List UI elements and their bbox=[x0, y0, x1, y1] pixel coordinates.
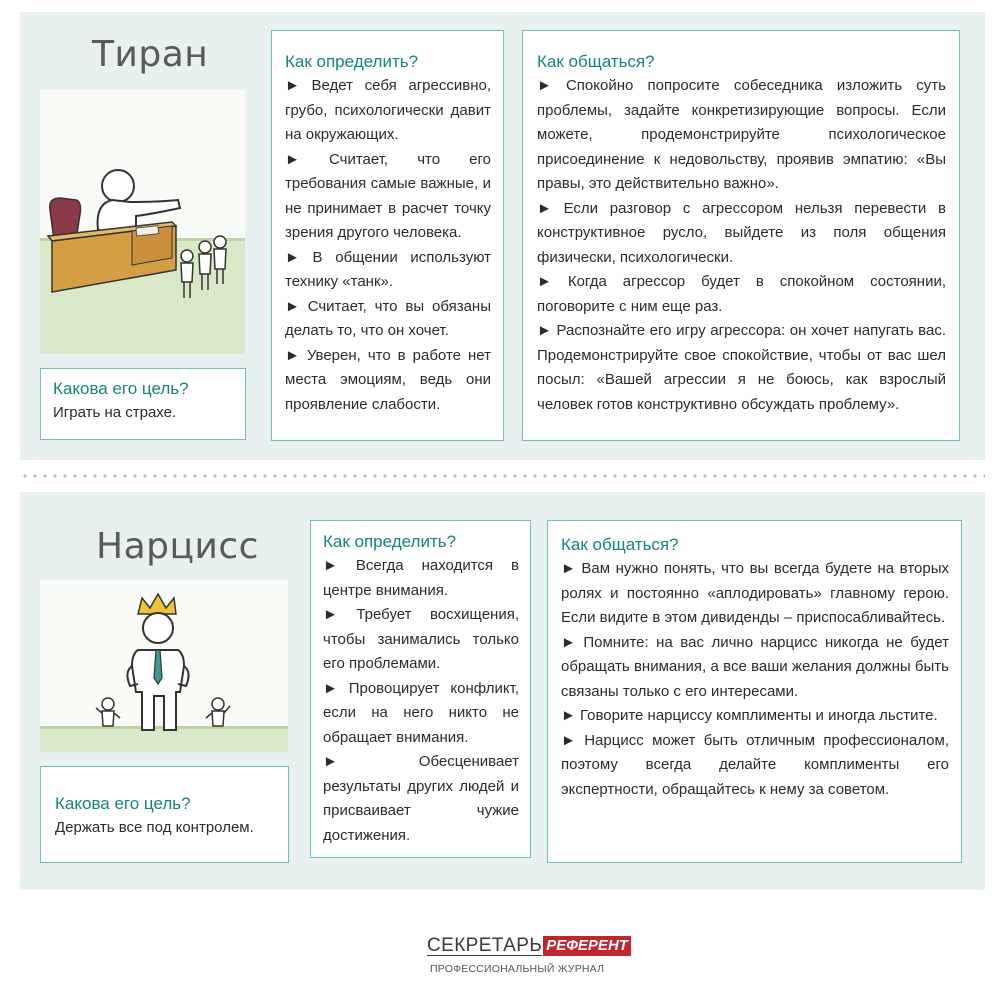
narcissist-goal-text: Держать все под контролем. bbox=[55, 819, 254, 836]
tyrant-illustration bbox=[40, 90, 245, 354]
tyrant-communicate-heading: Как общаться? bbox=[537, 52, 655, 71]
narcissist-identify-heading: Как определить? bbox=[323, 532, 457, 551]
logo-part2: РЕФЕРЕНТ bbox=[543, 936, 631, 956]
tyrant-identify-heading: Как определить? bbox=[285, 52, 419, 71]
tyrant-goal-heading: Какова его цель? bbox=[53, 379, 189, 398]
magazine-logo bbox=[427, 935, 627, 975]
tyrant-goal-text: Играть на страхе. bbox=[53, 404, 177, 421]
tyrant-identify-item: ► Считает, что его требования самые важные, и не принимает в расчет точку зрения другого человека. bbox=[285, 150, 491, 241]
narcissist-title: Нарцисс bbox=[96, 526, 259, 567]
tyrant-communicate-item: ► Если разговор с агрессором нельзя перевести в конструктивное русло, выйдете из поля общения физически, психологически. bbox=[537, 199, 946, 266]
tyrant-communicate-item: ► Спокойно попросите собеседника изложить суть проблемы, задайте конкретизирующие вопросы. Если можете, продемонстрируйте психологическое присоединение к недовольству, проявив эмпатию: «Вы правы, это действительно важно». bbox=[537, 77, 946, 192]
logo-subtitle: ПРОФЕССИОНАЛЬНЫЙ ЖУРНАЛ bbox=[430, 963, 605, 975]
tyrant-identify-box bbox=[271, 30, 504, 441]
narcissist-identify-item: ► Обесценивает результаты других людей и присваивает чужие достижения. bbox=[323, 753, 519, 844]
tyrant-title: Тиран bbox=[92, 34, 209, 75]
logo-part1: СЕКРЕТАРЬ bbox=[427, 935, 543, 956]
tyrant-communicate-item: ► Распознайте его игру агрессора: он хочет напугать вас. Продемонстрируйте свое спокойствие, чтобы от вас шел посыл: «Вашей агрессии я не боюсь, как взрослый человек готов конструктивно обсуждать проблему». bbox=[537, 322, 946, 413]
narcissist-goal-box bbox=[40, 766, 289, 863]
narcissist-identify-item: ► Всегда находится в центре внимания. bbox=[323, 557, 519, 599]
narcissist-identify-box bbox=[310, 520, 531, 858]
tyrant-identify-item: ► Уверен, что в работе нет места эмоциям, ведь они проявление слабости. bbox=[285, 346, 491, 413]
narcissist-communicate-box bbox=[547, 520, 962, 863]
section-divider bbox=[20, 474, 985, 478]
tyrant-goal-box bbox=[40, 368, 246, 440]
narcissist-communicate-heading: Как общаться? bbox=[561, 535, 679, 554]
narcissist-communicate-item: ► Вам нужно понять, что вы всегда будете на вторых ролях и постоянно «аплодировать» главному герою. Если видите в этом дивиденды – приспосабливайтесь. bbox=[561, 560, 949, 626]
narcissist-illustration bbox=[40, 580, 288, 752]
narcissist-goal-heading: Какова его цель? bbox=[55, 794, 191, 813]
tyrant-communicate-box bbox=[522, 30, 960, 441]
tyrant-communicate-item: ► Когда агрессор будет в спокойном состоянии, поговорите с ним еще раз. bbox=[537, 273, 946, 315]
narcissist-identify-item: ► Требует восхищения, чтобы занимались только его проблемами. bbox=[323, 606, 519, 672]
narcissist-communicate-item: ► Нарцисс может быть отличным профессионалом, поэтому всегда делайте комплименты его экспертности, обращайтесь к нему за советом. bbox=[561, 731, 949, 798]
tyrant-identify-item: ► Ведет себя агрессивно, грубо, психологически давит на окружающих. bbox=[285, 77, 491, 143]
tyrant-identify-item: ► В общении используют технику «танк». bbox=[285, 248, 491, 290]
narcissist-identify-item: ► Провоцирует конфликт, если на него никто не обращает внимания. bbox=[323, 679, 519, 746]
tyrant-identify-item: ► Считает, что вы обязаны делать то, что он хочет. bbox=[285, 297, 491, 339]
narcissist-communicate-item: ► Помните: на вас лично нарцисс никогда не будет обращать внимания, а все ваши желания должны быть связаны только с его интересами. bbox=[561, 633, 949, 700]
narcissist-communicate-item: ► Говорите нарциссу комплименты и иногда льстите. bbox=[561, 707, 938, 724]
